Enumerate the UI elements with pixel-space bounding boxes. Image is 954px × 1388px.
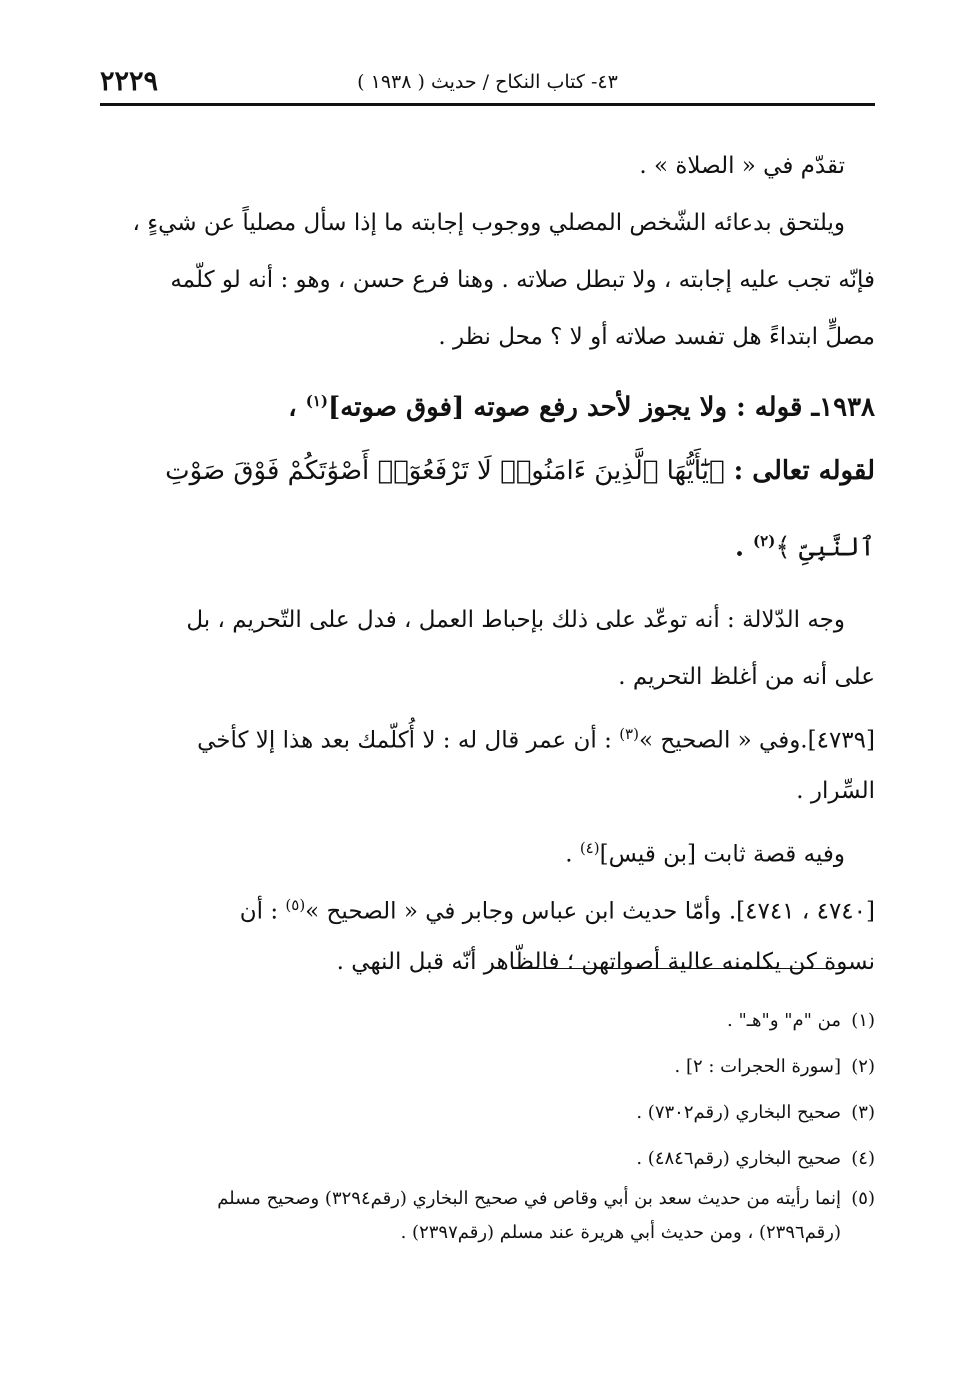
paragraph-line: ويلتحق بدعائه الشّخص المصلي ووجوب إجابته ما إذا سأل مصلياً عن شيءٍ ، [132,210,845,236]
footnotes [100,998,875,1250]
footnote-ref: (١) [305,392,328,410]
paragraph-line: تقدّم في « الصلاة » . [639,153,845,179]
paragraph-line: السِّرار . [796,778,875,804]
paragraph-line: على أنه من أغلظ التحريم . [618,664,875,690]
footnote-text: [سورة الحجرات : ٢] . [674,1056,841,1077]
paragraph-segment: [٤٧٣٩].وفي « الصحيح » [638,727,875,754]
header-rule [100,103,875,106]
main-text [100,138,875,991]
footnote-separator [512,968,842,969]
page-header [100,62,875,106]
footnote-number: (٤) [851,1148,875,1169]
footnote-number: (١) [851,1010,875,1031]
quran-verse-end: ٱلنَّبِىِّ ﴾ [775,532,875,563]
footnote [100,1182,875,1250]
footnote-text: صحيح البخاري (رقم٤٨٤٦) . [636,1148,841,1169]
footnote-number: (٢) [851,1056,875,1077]
page-number: ٢٢٢٩ [100,66,159,97]
footnote-ref: (٣) [619,725,639,743]
footnote-number: (٣) [851,1102,875,1123]
paragraph-line: فإنّه تجب عليه إجابته ، ولا تبطل صلاته . وهنا فرع حسن ، وهو : أنه لو كلّمه [170,267,875,293]
running-title: ٤٣- كتاب النكاح / حديث ( ١٩٣٨ ) [357,71,618,93]
footnote [100,1044,875,1090]
paragraph-segment: [٤٧٤٠ ، ٤٧٤١]. وأمّا حديث ابن عباس وجابر في « الصحيح » [305,898,875,925]
quran-lead: لقوله تعالى : [724,456,875,486]
paragraph-line [100,877,875,934]
footnote-ref: (٢) [753,532,776,550]
footnote [100,998,875,1044]
footnote-text-continued: (رقم٢٣٩٦) ، ومن حديث أبي هريرة عند مسلم (رقم٢٣٩٧) . [400,1222,841,1243]
paragraph-line [100,706,875,763]
quran-verse: ﴿يَٰٓأَيُّهَا ٱلَّذِينَ ءَامَنُوا۟ لَا تَرْفَعُوٓا۟ أَصْوَٰتَكُمْ فَوْقَ صَوْتِ [165,456,725,486]
paragraph-segment: . [565,841,580,868]
footnote [100,1090,875,1136]
heading-text: ١٩٣٨ـ قوله : ولا يجوز لأحد رفع صوته [فوق صوته] [327,392,875,423]
paragraph-line [100,820,875,877]
footnote-text: صحيح البخاري (رقم٧٣٠٢) . [636,1102,841,1123]
quran-line [100,436,875,506]
paragraph-line: مصلٍّ ابتداءً هل تفسد صلاته أو لا ؟ محل نظر . [438,324,875,350]
paragraph-line: وجه الدّلالة : أنه توعّد على ذلك بإحباط العمل ، فدل على التّحريم ، بل [186,607,845,633]
footnote-text: من "م" و"هـ" . [727,1010,841,1031]
footnote-text: إنما رأيته من حديث سعد بن أبي وقاص في صحيح البخاري (رقم٣٢٩٤) وصحيح مسلم [217,1188,841,1209]
paragraph-segment: : أن عمر قال له : لا أُكلّمك بعد هذا إلا كأخي [197,727,620,754]
quran-line [100,506,875,576]
heading-end: ، [288,392,306,423]
hadith-heading [100,366,875,436]
quran-end: . [734,532,754,563]
paragraph-line: نسوة كن يكلمنه عالية أصواتهن ؛ فالظّاهر أنّه قبل النهي . [336,949,875,975]
paragraph-segment: وفيه قصة ثابت [بن قيس] [599,841,845,868]
footnote [100,1136,875,1182]
footnote-ref: (٤) [579,839,600,857]
paragraph-segment: : أن [239,898,286,925]
footnote-number: (٥) [851,1188,875,1209]
footnote-ref: (٥) [285,896,306,914]
